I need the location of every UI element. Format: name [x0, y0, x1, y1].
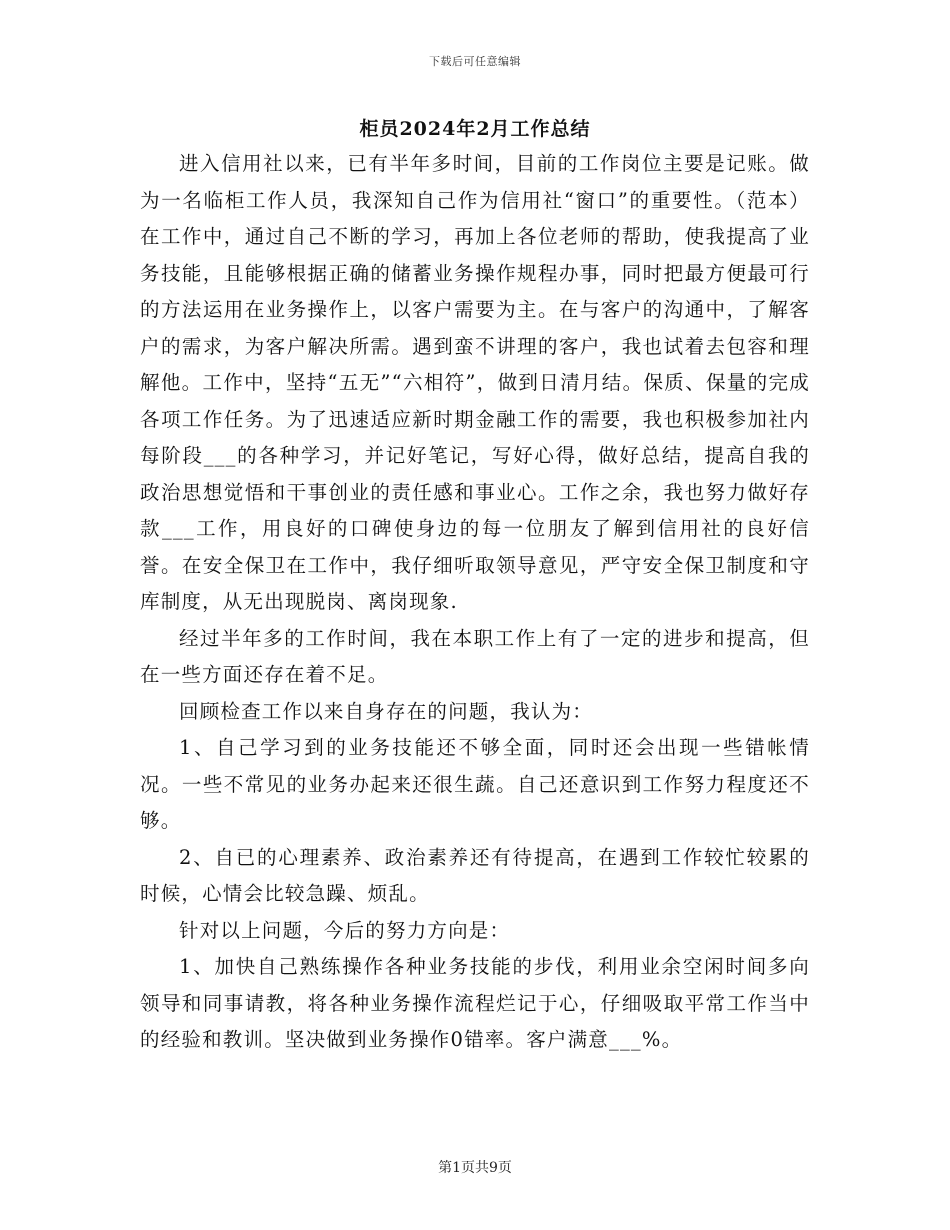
- header-note: 下载后可任意编辑: [429, 55, 521, 68]
- paragraph: 进入信用社以来，已有半年多时间，目前的工作岗位主要是记账。做为一名临柜工作人员，我深知自己作为信用社“窗口”的重要性。（范本）在工作中，通过自己不断的学习，再加上各位老师的帮助，使我提高了业务技能，且能够根据正确的储蓄业务操作规程办事，同时把最方便最可行的方法运用在业务操作上，以客户需要为主。在与客户的沟通中，了解客户的需求，为客户解决所需。遇到蛮不讲理的客户，我也试着去包容和理解他。工作中，坚持“五无”“六相符”，做到日清月结。保质、保量的完成各项工作任务。为了迅速适应新时期金融工作的需要，我也积极参加社内每阶段___的各种学习，并记好笔记，写好心得，做好总结，提高自我的政治思想觉悟和干事创业的责任感和事业心。工作之余，我也努力做好存款___工作，用良好的口碑使身边的每一位朋友了解到信用社的良好信誉。在安全保卫在工作中，我仔细听取领导意见，严守安全保卫制度和守库制度，从无出现脱岗、离岗现象.: [140, 152, 810, 613]
- paragraph: 回顾检查工作以来自身存在的问题，我认为：: [179, 699, 594, 723]
- paragraph: 1、加快自己熟练操作各种业务技能的步伐，利用业余空闲时间多向领导和同事请教，将各种业务操作流程烂记于心，仔细吸取平常工作当中的经验和教训。坚决做到业务操作0错率。客户满意___%。: [140, 955, 810, 1051]
- document-body: [140, 146, 810, 1059]
- page-number-footer: 第1页共9页: [438, 1160, 512, 1176]
- paragraph: 2、自已的心理素养、政治素养还有待提高，在遇到工作较忙较累的时候，心情会比较急躁、烦乱。: [140, 845, 810, 905]
- paragraph: 针对以上问题，今后的努力方向是：: [179, 918, 511, 942]
- document-title: 柜员2024年2月工作总结: [359, 118, 591, 140]
- paragraph: 经过半年多的工作时间，我在本职工作上有了一定的进步和提高，但在一些方面还存在着不足。: [140, 626, 810, 686]
- paragraph: 1、自己学习到的业务技能还不够全面，同时还会出现一些错帐情况。一些不常见的业务办起来还很生蔬。自己还意识到工作努力程度还不够。: [140, 736, 810, 832]
